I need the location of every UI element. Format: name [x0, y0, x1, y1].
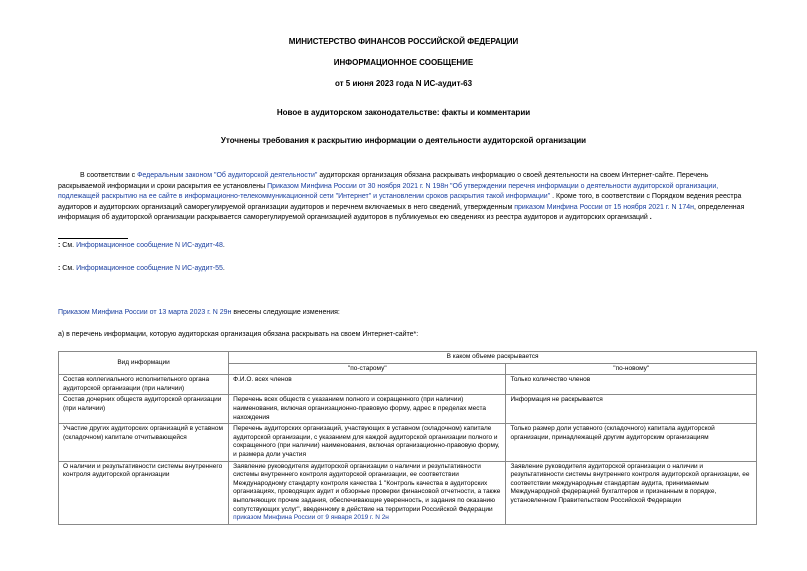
col-new-header: "по-новому" [506, 363, 757, 375]
footnote-2: : См. Информационное сообщение N ИС-аудит-55. [58, 265, 225, 272]
cell-old: Ф.И.О. всех членов [229, 375, 506, 395]
table-row [59, 395, 757, 424]
table-row [59, 375, 757, 395]
list-intro-paragraph: а) в перечень информации, которую аудиторская организация обязана раскрывать на своем Интернет-сайте*: [58, 331, 419, 338]
ministry-heading: МИНИСТЕРСТВО ФИНАНСОВ РОССИЙСКОЙ ФЕДЕРАЦИИ [288, 37, 519, 46]
col-group-header: В каком объеме раскрывается [229, 352, 757, 364]
cell-kind: Участие других аудиторских организаций в уставном (складочном) капитале отчитывающейся [59, 424, 229, 461]
doc-type-heading: ИНФОРМАЦИОННОЕ СООБЩЕНИЕ [333, 58, 474, 67]
col-old-header: "по-старому" [229, 363, 506, 375]
order-174n-link[interactable]: приказом Минфина России от 15 ноября 2021 г. N 174н [514, 203, 695, 211]
footnote-1: : См. Информационное сообщение N ИС-аудит-48. [58, 242, 225, 249]
cell-new: Заявление руководителя аудиторской организации о наличии и результативности системы внутреннего контроля аудиторской организации, ее соответствии международным стандартам аудита, принимаемым Международной федерацией бухгалтеров и признанным в порядке, установленном Правительством Российской Федерации [506, 461, 757, 524]
intro-text-3: . Кроме того, в соответствии с Порядком ведения реестра аудиторов и аудиторских организаций саморегулируемой организации аудиторов и перечнем включаемых в него сведений, утвержденным [58, 193, 742, 211]
doc-subtitle: Новое в аудиторском законодательстве: факты и комментарии [276, 108, 531, 117]
cell-kind: О наличии и результативности системы внутреннего контроля аудиторской организации [59, 461, 229, 524]
changes-paragraph: Приказом Минфина России от 13 марта 2023 г. N 29н внесены следующие изменения: [58, 309, 340, 316]
table-header-row [59, 352, 757, 364]
footnote-link-1[interactable]: Информационное сообщение N ИС-аудит-48 [76, 242, 223, 249]
federal-law-link[interactable]: Федеральным законом "Об аудиторской деятельности" [137, 172, 318, 179]
footnote-marker-1: : [58, 242, 61, 249]
cell-old: Перечень всех обществ с указанием полного и сокращенного (при наличии) наименования, включая организационно-правовую форму, адрес в пределах места нахождения [229, 395, 506, 424]
table-row [59, 424, 757, 461]
footnote-link-2[interactable]: Информационное сообщение N ИС-аудит-55 [76, 265, 223, 272]
doc-date-heading: от 5 июня 2023 года N ИС-аудит-63 [334, 79, 473, 88]
order-29n-link[interactable]: Приказом Минфина России от 13 марта 2023 г. N 29н [58, 309, 232, 316]
doc-title: Уточнены требования к раскрытию информации о деятельности аудиторской организации [220, 136, 587, 145]
cell-old: Перечень аудиторских организаций, участвующих в уставном (складочном) капитале аудиторской организации, с указанием для каждой аудиторской организации полного и сокращенного (при наличии) наименования, включая организационно-правовую форму, и размера доли участия [229, 424, 506, 461]
cell-new: Только количество членов [506, 375, 757, 395]
footnote-rule [58, 238, 128, 239]
footnote-marker-2: : [58, 265, 61, 272]
order-198n-link[interactable]: Приказом Минфина России от 30 ноября 2021 г. N 198н "Об утверждении перечня информации о деятельности аудиторской организации, подлежащей раскрытию на ее сайте в информационно-телекоммуникационной сети "Интернет" и установлении сроков раскрытия такой информации" [58, 182, 719, 200]
col-kind-header: Вид информации [59, 352, 229, 375]
order-2n-link[interactable]: приказом Минфина России от 9 января 2019 г. N 2н [233, 514, 389, 522]
cell-old: Заявление руководителя аудиторской организации о наличии и результативности системы внутреннего контроля аудиторской организации, ее соответствии Международному стандарту контроля качества 1 "Контроль качества в аудиторских организациях, проводящих аудит и обзорные проверки финансовой отчетности, а также выполняющих прочие задания, обеспечивающие уверенность, и задания по оказанию сопутствующих услуг", введенному в действие на территории Российской Федерации приказом Минфина России от 9 января 2019 г. N 2н [229, 461, 506, 524]
cell-kind: Состав дочерних обществ аудиторской организации (при наличии) [59, 395, 229, 424]
cell-kind: Состав коллегиального исполнительного органа аудиторской организации (при наличии) [59, 375, 229, 395]
cell-new: Информация не раскрывается [506, 395, 757, 424]
table-row [59, 461, 757, 524]
intro-text-2: аудиторская организация обязана раскрывать информацию о своей деятельности на своем Интернет-сайте. Перечень раскрываемой информации и сроки раскрытия ее установлены [58, 172, 709, 190]
intro-text-5: . [647, 214, 652, 221]
comparison-table [58, 351, 757, 525]
intro-text-4: , определенная информация об аудиторской организации раскрывается саморегулируемой организацией аудиторов в публикуемых ею сведениях из реестра аудиторов и аудиторских организаций [58, 203, 745, 221]
cell-new: Только размер доли уставного (складочного) капитала аудиторской организации, принадлежащей другим аудиторским организациям [506, 424, 757, 461]
intro-paragraph [58, 171, 750, 224]
intro-text-1: В соответствии с [80, 172, 138, 179]
